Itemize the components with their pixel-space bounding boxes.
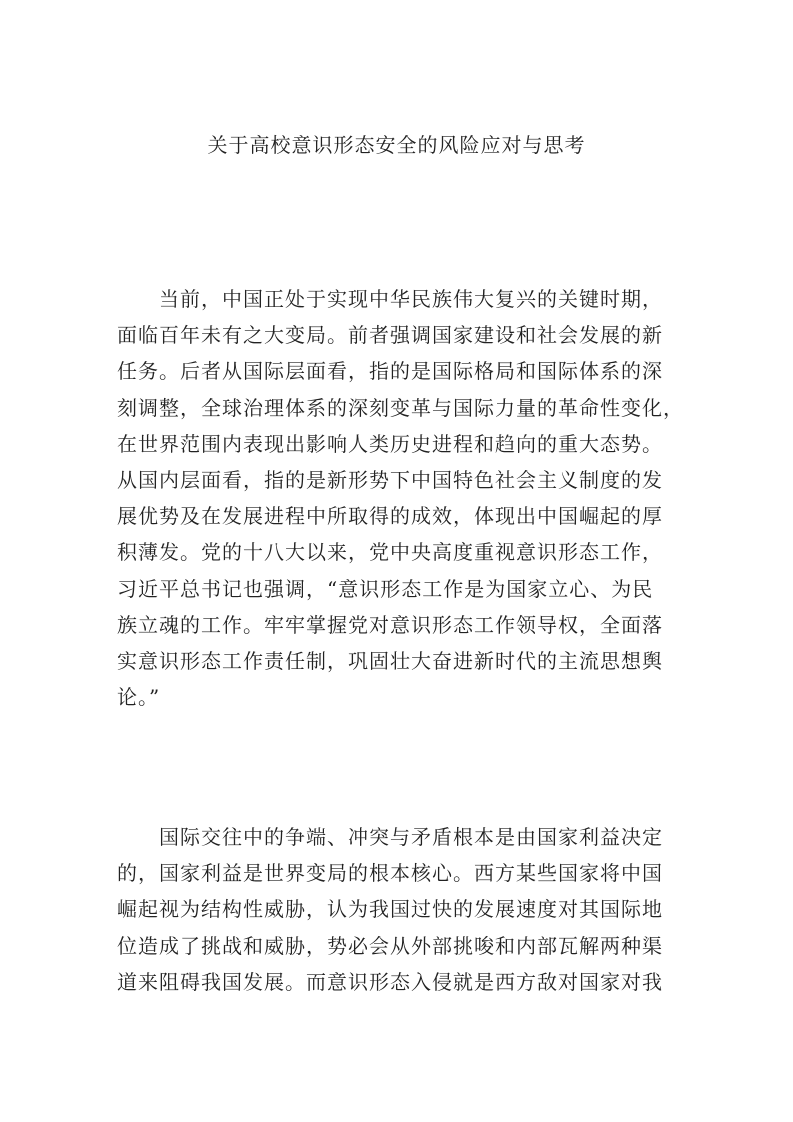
text-line: 实意识形态工作责任制，巩固壮大奋进新时代的主流思想舆 <box>117 649 663 674</box>
text-line: 论。” <box>117 685 161 710</box>
text-line: 任务。后者从国际层面看，指的是国际格局和国际体系的深 <box>117 359 663 384</box>
text-line: 习近平总书记也强调，“意识形态工作是为国家立心、为民 <box>117 576 654 601</box>
text-line: 展优势及在发展进程中所取得的成效，体现出中国崛起的厚 <box>117 504 663 529</box>
text-line: 国际交往中的争端、冲突与矛盾根本是由国家利益决定 <box>117 825 663 849</box>
paragraph-2 <box>117 819 682 1000</box>
text-line: 族立魂的工作。牢牢掌握党对意识形态工作领导权，全面落 <box>117 612 663 637</box>
text-line: 从国内层面看，指的是新形势下中国特色社会主义制度的发 <box>117 468 663 493</box>
text-line: 刻调整，全球治理体系的深刻变革与国际力量的革命性变化， <box>117 395 684 420</box>
text-line: 崛起视为结构性威胁，认为我国过快的发展速度对其国际地 <box>117 897 663 922</box>
document-title: 关于高校意识形态安全的风险应对与思考 <box>207 133 586 157</box>
text-line: 面临百年未有之大变局。前者强调国家建设和社会发展的新 <box>117 323 663 348</box>
text-line: 位造成了挑战和威胁，势必会从外部挑唆和内部瓦解两种渠 <box>117 933 663 958</box>
paragraph-1 <box>117 281 682 715</box>
text-line: 当前，中国正处于实现中华民族伟大复兴的关键时期， <box>117 287 663 311</box>
text-line: 积薄发。党的十八大以来，党中央高度重视意识形态工作， <box>117 540 663 565</box>
text-line: 道来阻碍我国发展。而意识形态入侵就是西方敌对国家对我 <box>117 969 663 994</box>
text-line: 在世界范围内表现出影响人类历史进程和趋向的重大态势。 <box>117 431 663 456</box>
text-line: 的，国家利益是世界变局的根本核心。西方某些国家将中国 <box>117 861 663 886</box>
